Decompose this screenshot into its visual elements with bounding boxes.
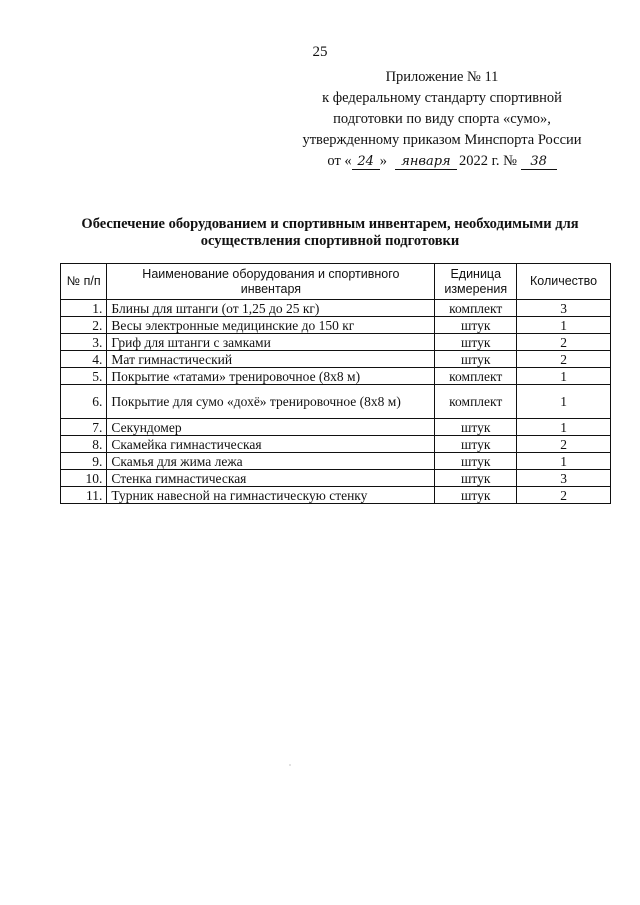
appendix-standard-line: к федеральному стандарту спортивной <box>322 90 562 106</box>
header-name: Наименование оборудования и спортивного инвентаря <box>107 264 435 300</box>
row-name: Скамейка гимнастическая <box>107 436 435 453</box>
row-num: 10. <box>61 470 107 487</box>
row-unit: комплект <box>435 368 517 385</box>
row-qty: 1 <box>517 317 611 334</box>
header-unit: Единица измерения <box>435 264 517 300</box>
row-num: 1. <box>61 300 107 317</box>
appendix-sport-line: подготовки по виду спорта «сумо», <box>333 111 551 127</box>
row-num: 6. <box>61 385 107 419</box>
header-num: № п/п <box>61 264 107 300</box>
table-header-row <box>61 264 611 300</box>
appendix-number: Приложение № 11 <box>385 69 499 85</box>
row-unit: штук <box>435 351 517 368</box>
scan-dot <box>289 764 291 766</box>
row-qty: 2 <box>517 334 611 351</box>
row-unit: штук <box>435 487 517 504</box>
row-qty: 1 <box>517 419 611 436</box>
table-row <box>61 351 611 368</box>
row-unit: штук <box>435 334 517 351</box>
row-num: 11. <box>61 487 107 504</box>
page-number: 25 <box>312 44 328 60</box>
row-num: 8. <box>61 436 107 453</box>
row-unit: комплект <box>435 300 517 317</box>
order-prefix: от « <box>327 153 352 169</box>
row-qty: 1 <box>517 453 611 470</box>
row-unit: штук <box>435 419 517 436</box>
row-qty: 2 <box>517 351 611 368</box>
table-row <box>61 436 611 453</box>
order-mid: » <box>379 153 387 169</box>
table-row <box>61 317 611 334</box>
row-qty: 1 <box>517 368 611 385</box>
table-row <box>61 487 611 504</box>
row-name: Покрытие «татами» тренировочное (8x8 м) <box>107 368 435 385</box>
row-name: Турник навесной на гимнастическую стенку <box>107 487 435 504</box>
order-month-handwritten: января <box>395 155 457 170</box>
row-num: 5. <box>61 368 107 385</box>
row-name: Мат гимнастический <box>107 351 435 368</box>
row-num: 4. <box>61 351 107 368</box>
row-name: Скамья для жима лежа <box>107 453 435 470</box>
equipment-table <box>60 263 611 504</box>
row-unit: штук <box>435 453 517 470</box>
table-row <box>61 419 611 436</box>
row-name: Секундомер <box>107 419 435 436</box>
table-row <box>61 453 611 470</box>
order-number-handwritten: 38 <box>521 155 557 170</box>
order-day-handwritten: 24 <box>352 155 380 170</box>
appendix-approval-line: утвержденному приказом Минспорта России <box>302 132 582 148</box>
table-row <box>61 385 611 419</box>
order-year: 2022 г. № <box>458 153 517 169</box>
table-row <box>61 300 611 317</box>
row-unit: комплект <box>435 385 517 419</box>
row-qty: 2 <box>517 487 611 504</box>
header-qty: Количество <box>517 264 611 300</box>
order-date-line <box>292 151 592 172</box>
row-qty: 3 <box>517 470 611 487</box>
row-name: Стенка гимнастическая <box>107 470 435 487</box>
row-num: 7. <box>61 419 107 436</box>
table-body <box>61 300 611 504</box>
row-qty: 1 <box>517 385 611 419</box>
appendix-header <box>292 67 592 172</box>
row-qty: 3 <box>517 300 611 317</box>
table-row <box>61 368 611 385</box>
row-num: 3. <box>61 334 107 351</box>
row-name: Весы электронные медицинские до 150 кг <box>107 317 435 334</box>
row-qty: 2 <box>517 436 611 453</box>
row-unit: штук <box>435 470 517 487</box>
row-name: Гриф для штанги с замками <box>107 334 435 351</box>
document-title: Обеспечение оборудованием и спортивным инвентарем, необходимыми для осуществления спортивной подготовки <box>81 216 579 249</box>
row-unit: штук <box>435 317 517 334</box>
table-row <box>61 470 611 487</box>
row-unit: штук <box>435 436 517 453</box>
table-row <box>61 334 611 351</box>
row-name: Покрытие для сумо «дохё» тренировочное (8x8 м) <box>107 385 435 419</box>
row-num: 9. <box>61 453 107 470</box>
row-name: Блины для штанги (от 1,25 до 25 кг) <box>107 300 435 317</box>
row-num: 2. <box>61 317 107 334</box>
